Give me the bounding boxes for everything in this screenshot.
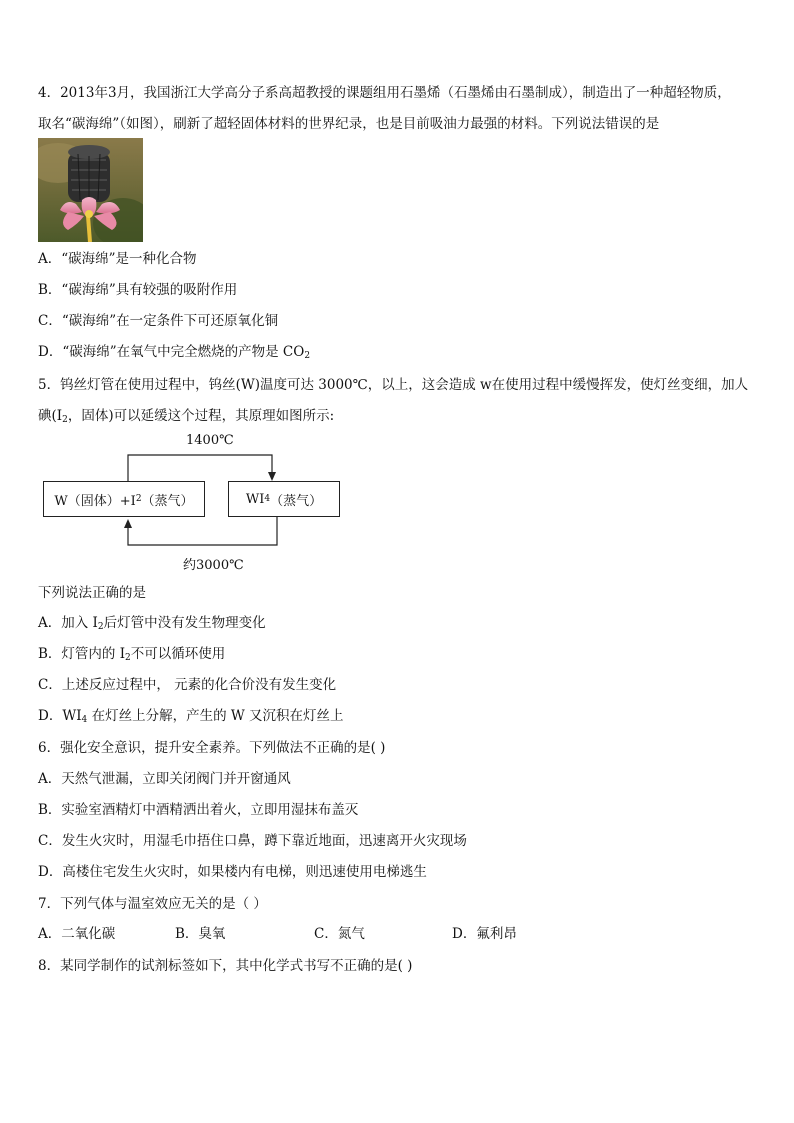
q6-option-a: A．天然气泄漏，立即关闭阀门并开窗通风: [38, 771, 291, 787]
q7-option-b: B．臭氧: [175, 926, 226, 942]
q7-option-c: C．氮气: [314, 926, 365, 942]
q5-stem-line1: 5．钨丝灯管在使用过程中，钨丝(W)温度可达 3000℃，以上，这会造成 w在使用过程中缓慢挥发，使灯丝变细，加人: [38, 377, 749, 393]
q7-stem: 7．下列气体与温室效应无关的是（ ）: [38, 896, 267, 912]
q5-option-d: D．$WI_4$ 在灯丝上分解，产生的 W 又沉积在灯丝上: [38, 708, 344, 725]
bottom-temperature-label: 约3000℃: [183, 558, 244, 573]
q4-option-d: D．“碳海绵”在氧气中完全燃烧的产物是 $CO_2$: [38, 344, 311, 361]
q4-stem-line2: 取名“碳海绵”（如图），刷新了超轻固体材料的世界纪录，也是目前吸油力最强的材料。下列说法错误的是: [38, 116, 660, 132]
q6-option-d: D．高楼住宅发生火灾时，如果楼内有电梯，则迅速使用电梯逃生: [38, 864, 427, 880]
q7-option-d: D．氟利昂: [452, 926, 517, 942]
q4-option-c: C．“碳海绵”在一定条件下可还原氧化铜: [38, 313, 279, 329]
q6-option-c: C．发生火灾时，用湿毛巾捂住口鼻，蹲下靠近地面，迅速离开火灾现场: [38, 833, 467, 849]
q4-stem-line1: 4．2013年3月，我国浙江大学高分子系高超教授的课题组用石墨烯（石墨烯由石墨制成），制造出了一种超轻物质，: [38, 85, 731, 101]
q5-option-c: C．上述反应过程中， 元素的化合价没有发生变化: [38, 677, 337, 693]
q7-option-a: A．二氧化碳: [38, 926, 116, 942]
product-box: WI 4 （蒸气）: [228, 481, 340, 517]
q5-option-b: B．灯管内的 $I_2$不可以循环使用: [38, 646, 226, 663]
q8-stem: 8．某同学制作的试剂标签如下，其中化学式书写不正确的是( ): [38, 958, 413, 974]
q5-stem-line2: 碘($I_2$，固体)可以延缓这个过程，其原理如图所示:: [38, 408, 335, 425]
top-temperature-label: 1400℃: [186, 433, 234, 448]
q6-option-b: B．实验室酒精灯中酒精洒出着火，立即用湿抹布盖灭: [38, 802, 359, 818]
q5-question: 下列说法正确的是: [38, 585, 146, 601]
q4-option-b: B．“碳海绵”具有较强的吸附作用: [38, 282, 238, 298]
q6-stem: 6．强化安全意识，提升安全素养。下列做法不正确的是( ): [38, 740, 386, 756]
q5-option-a: A．加入 $I_2$后灯管中没有发生物理变化: [38, 615, 266, 632]
q4-option-a: A．“碳海绵”是一种化合物: [38, 251, 197, 267]
reactant-box: W（固体）+I 2 （蒸气）: [43, 481, 205, 517]
